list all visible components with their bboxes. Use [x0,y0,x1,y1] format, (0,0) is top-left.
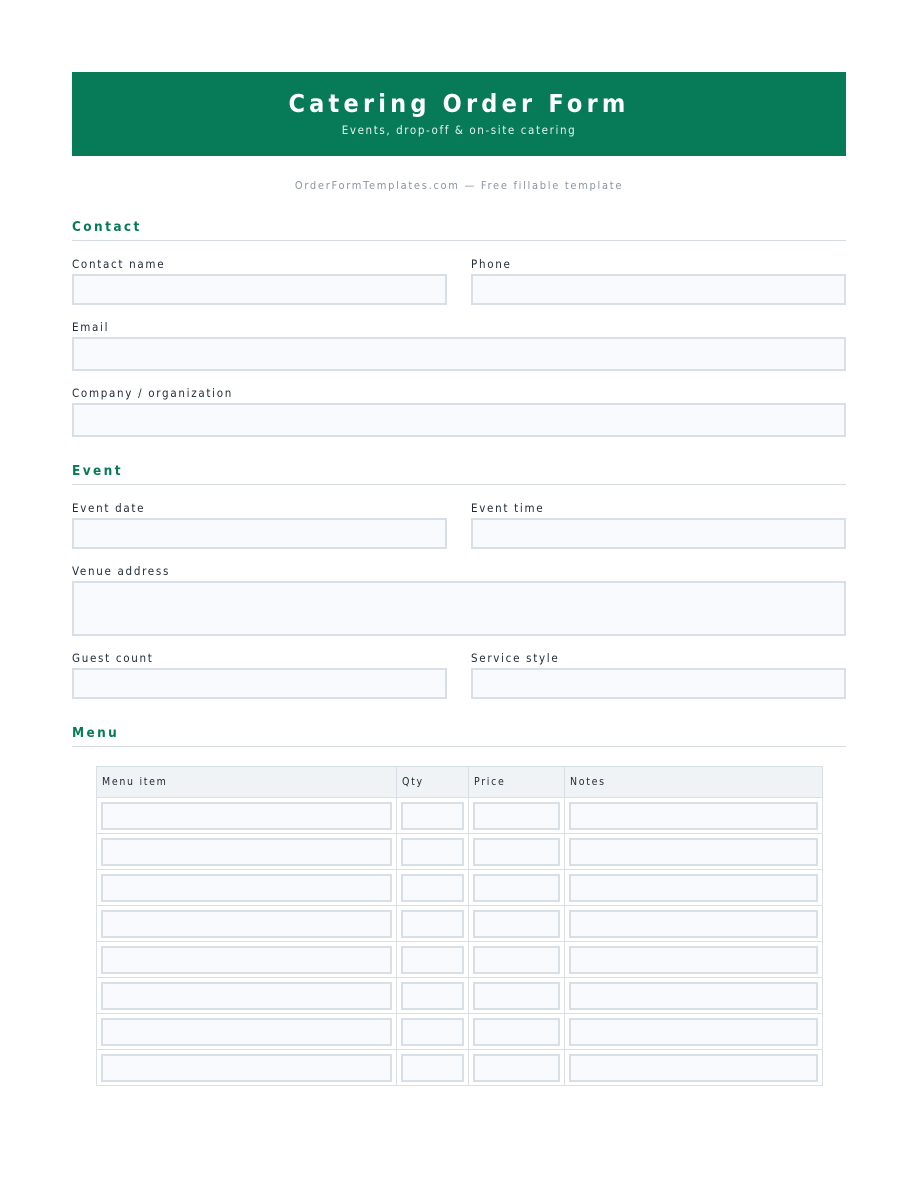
table-cell-menu-item [97,870,397,906]
price-input[interactable] [473,1054,560,1082]
form-title: Catering Order Form [288,89,630,118]
table-cell-qty [397,1050,469,1086]
table-cell-menu-item [97,942,397,978]
table-cell-notes [565,942,823,978]
qty-input[interactable] [401,982,464,1010]
notes-input[interactable] [569,982,818,1010]
table-cell-menu-item [97,906,397,942]
notes-input[interactable] [569,910,818,938]
section-title-menu: Menu [72,725,846,747]
menu-item-input[interactable] [101,946,392,974]
notes-input[interactable] [569,946,818,974]
qty-input[interactable] [401,946,464,974]
table-cell-price [469,906,565,942]
table-cell-notes [565,906,823,942]
table-row [97,1014,823,1050]
table-cell-qty [397,798,469,834]
table-cell-qty [397,942,469,978]
guest-count-input[interactable] [72,668,447,699]
menu-table [96,766,823,1086]
event-time-field-group [471,501,846,549]
phone-label: Phone [471,257,512,271]
table-cell-notes [565,1050,823,1086]
phone-input[interactable] [471,274,846,305]
table-row [97,1050,823,1086]
phone-field-group [471,257,846,305]
event-date-time-row [72,501,846,549]
table-cell-qty [397,1014,469,1050]
menu-item-input[interactable] [101,802,392,830]
menu-table-header-row [97,767,823,798]
company-label: Company / organization [72,386,233,400]
table-cell-notes [565,1014,823,1050]
notes-input[interactable] [569,1054,818,1082]
service-style-label: Service style [471,651,560,665]
table-cell-menu-item [97,978,397,1014]
guest-count-label: Guest count [72,651,154,665]
section-title-event: Event [72,463,846,485]
event-time-input[interactable] [471,518,846,549]
event-date-input[interactable] [72,518,447,549]
contact-name-input[interactable] [72,274,447,305]
guest-service-row [72,651,846,699]
price-input[interactable] [473,946,560,974]
price-input[interactable] [473,838,560,866]
table-cell-price [469,1050,565,1086]
price-input[interactable] [473,874,560,902]
qty-input[interactable] [401,910,464,938]
table-cell-qty [397,906,469,942]
menu-item-input[interactable] [101,982,392,1010]
price-input[interactable] [473,1018,560,1046]
table-row [97,906,823,942]
guest-count-field-group [72,651,447,699]
column-header-price: Price [469,767,565,798]
notes-input[interactable] [569,1018,818,1046]
table-row [97,798,823,834]
company-input[interactable] [72,403,846,437]
venue-address-label: Venue address [72,564,171,578]
qty-input[interactable] [401,874,464,902]
menu-item-input[interactable] [101,874,392,902]
table-cell-price [469,978,565,1014]
column-header-menu-item: Menu item [97,767,397,798]
venue-address-field-group [72,564,846,636]
table-cell-menu-item [97,1050,397,1086]
table-cell-price [469,1014,565,1050]
order-form [72,72,846,747]
notes-input[interactable] [569,838,818,866]
table-cell-menu-item [97,834,397,870]
email-label: Email [72,320,110,334]
event-date-label: Event date [72,501,146,515]
table-cell-notes [565,798,823,834]
menu-item-input[interactable] [101,838,392,866]
qty-input[interactable] [401,802,464,830]
event-time-label: Event time [471,501,545,515]
table-cell-notes [565,834,823,870]
price-input[interactable] [473,982,560,1010]
table-cell-qty [397,870,469,906]
company-field-group [72,386,846,437]
column-header-notes: Notes [565,767,823,798]
table-row [97,942,823,978]
table-cell-menu-item [97,798,397,834]
table-row [97,978,823,1014]
qty-input[interactable] [401,838,464,866]
notes-input[interactable] [569,874,818,902]
section-title-contact: Contact [72,219,846,241]
contact-name-field-group [72,257,447,305]
table-row [97,870,823,906]
table-cell-qty [397,978,469,1014]
menu-table-body [97,798,823,1086]
header-banner [72,72,846,156]
table-cell-notes [565,870,823,906]
contact-name-phone-row [72,257,846,305]
table-cell-qty [397,834,469,870]
table-cell-price [469,798,565,834]
service-style-input[interactable] [471,668,846,699]
email-input[interactable] [72,337,846,371]
qty-input[interactable] [401,1054,464,1082]
table-cell-price [469,870,565,906]
source-note: OrderFormTemplates.com — Free fillable template [294,179,624,192]
menu-item-input[interactable] [101,1018,392,1046]
menu-item-input[interactable] [101,1054,392,1082]
form-subtitle: Events, drop-off & on-site catering [341,123,577,137]
service-style-field-group [471,651,846,699]
table-cell-menu-item [97,1014,397,1050]
menu-item-input[interactable] [101,910,392,938]
price-input[interactable] [473,802,560,830]
column-header-qty: Qty [397,767,469,798]
event-date-field-group [72,501,447,549]
table-cell-notes [565,978,823,1014]
notes-input[interactable] [569,802,818,830]
qty-input[interactable] [401,1018,464,1046]
table-row [97,834,823,870]
venue-address-textarea[interactable] [72,581,846,636]
price-input[interactable] [473,910,560,938]
table-cell-price [469,834,565,870]
contact-name-label: Contact name [72,257,166,271]
email-field-group [72,320,846,371]
table-cell-price [469,942,565,978]
